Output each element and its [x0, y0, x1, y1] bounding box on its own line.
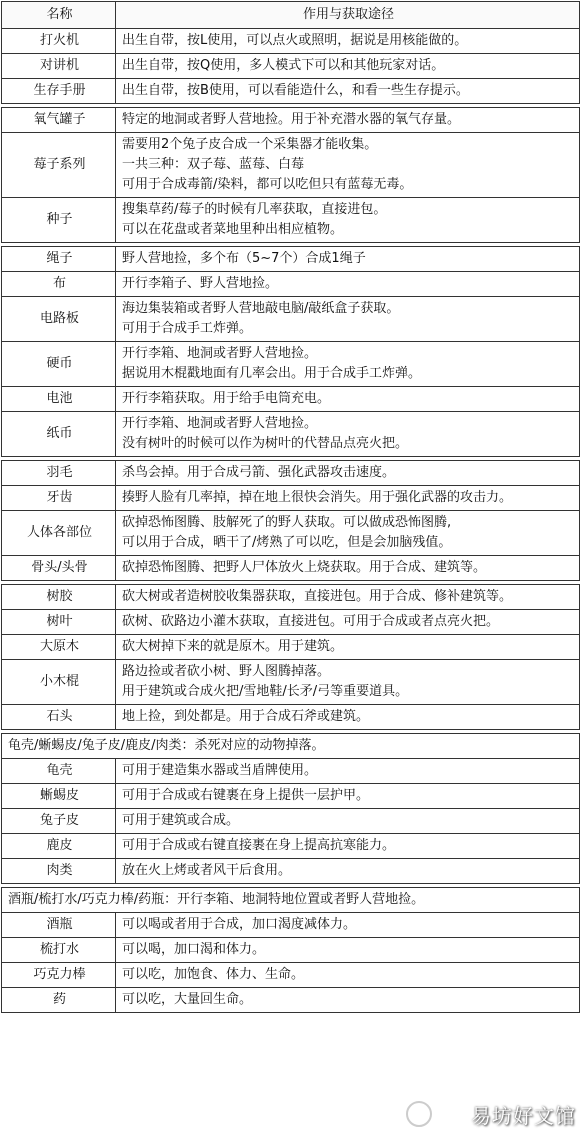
item-name: 绳子	[2, 247, 116, 272]
description-line: 杀鸟会掉。用于合成弓箭、强化武器攻击速度。	[122, 465, 396, 480]
description-line: 需要用2个兔子皮合成一个采集器才能收集。	[122, 137, 378, 152]
table-row	[2, 461, 580, 486]
item-description	[116, 247, 580, 272]
table-row	[2, 963, 580, 988]
item-table	[1, 1, 580, 1013]
item-description	[116, 585, 580, 610]
description-line: 开行李箱子、野人营地捡。	[122, 276, 279, 291]
item-description	[116, 486, 580, 511]
description-line: 出生自带，按L使用，可以点火或照明，据说是用核能做的。	[122, 33, 468, 48]
description-line: 可用于建筑或合成。	[122, 813, 240, 828]
table-row	[2, 705, 580, 730]
header-desc: 作用与获取途径	[116, 2, 580, 29]
table-row	[2, 387, 580, 412]
table-row	[2, 29, 580, 54]
table-row	[2, 108, 580, 133]
description-line: 路边捡或者砍小树、野人图腾掉落。	[122, 664, 331, 679]
description-line: 地上捡，到处都是。用于合成石斧或建筑。	[122, 709, 370, 724]
description-line: 一共三种：双子莓、蓝莓、白莓	[122, 157, 305, 172]
item-name: 电池	[2, 387, 116, 412]
description-line: 野人营地捡，多个布（5~7个）合成1绳子	[122, 251, 366, 266]
item-name: 大原木	[2, 635, 116, 660]
item-description	[116, 705, 580, 730]
description-line: 据说用木棍戳地面有几率会出。用于合成手工炸弹。	[122, 366, 422, 381]
item-name: 酒瓶	[2, 913, 116, 938]
description-line: 可用于建造集水器或当盾牌使用。	[122, 763, 318, 778]
table-row	[2, 784, 580, 809]
item-name: 牙齿	[2, 486, 116, 511]
item-name: 兔子皮	[2, 809, 116, 834]
header-name: 名称	[2, 2, 116, 29]
item-name: 肉类	[2, 859, 116, 884]
description-line: 特定的地洞或者野人营地捡。用于补充潜水器的氧气存量。	[122, 112, 461, 127]
table-row	[2, 486, 580, 511]
item-name: 小木棍	[2, 660, 116, 705]
item-description	[116, 809, 580, 834]
description-line: 可以吃，大量回生命。	[122, 992, 253, 1007]
table-row	[2, 54, 580, 79]
item-name: 布	[2, 272, 116, 297]
item-name: 骨头/头骨	[2, 556, 116, 581]
table-row	[2, 556, 580, 581]
item-description	[116, 511, 580, 556]
item-description	[116, 29, 580, 54]
description-line: 砍掉恐怖图腾、把野人尸体放火上烧获取。用于合成、建筑等。	[122, 560, 487, 575]
item-name: 纸币	[2, 412, 116, 457]
table-row	[2, 759, 580, 784]
description-line: 搜集草药/莓子的时候有几率获取，直接进包。	[122, 202, 387, 217]
item-description	[116, 108, 580, 133]
item-name: 蜥蜴皮	[2, 784, 116, 809]
description-line: 砍大树掉下来的就是原木。用于建筑。	[122, 639, 344, 654]
table-row	[2, 585, 580, 610]
item-description	[116, 272, 580, 297]
description-line: 没有树叶的时候可以作为树叶的代替品点亮火把。	[122, 436, 409, 451]
item-description	[116, 635, 580, 660]
item-description	[116, 387, 580, 412]
item-name: 生存手册	[2, 79, 116, 104]
description-line: 开行李箱、地洞或者野人营地捡。	[122, 416, 318, 431]
description-line: 出生自带，按B使用，可以看能造什么，和看一些生存提示。	[122, 83, 469, 98]
item-table-body	[2, 2, 580, 1013]
item-name: 石头	[2, 705, 116, 730]
table-row	[2, 272, 580, 297]
description-line: 可用于合成或右键直接裹在身上提高抗寒能力。	[122, 838, 396, 853]
table-row	[2, 859, 580, 884]
item-description	[116, 834, 580, 859]
item-name: 对讲机	[2, 54, 116, 79]
item-description	[116, 988, 580, 1013]
description-line: 可以用于合成，晒干了/烤熟了可以吃，但是会加脑残值。	[122, 535, 452, 550]
description-line: 可用于合成或右键裹在身上提供一层护甲。	[122, 788, 370, 803]
item-description	[116, 963, 580, 988]
item-description	[116, 610, 580, 635]
item-description	[116, 859, 580, 884]
table-row	[2, 297, 580, 342]
item-description	[116, 759, 580, 784]
item-description	[116, 556, 580, 581]
table-row	[2, 247, 580, 272]
item-description	[116, 297, 580, 342]
item-name: 羽毛	[2, 461, 116, 486]
item-description	[116, 342, 580, 387]
group-title: 酒瓶/梳打水/巧克力棒/药瓶：开行李箱、地洞特地位置或者野人营地捡。	[2, 888, 580, 913]
description-line: 海边集装箱或者野人营地敲电脑/敲纸盒子获取。	[122, 301, 400, 316]
item-name: 人体各部位	[2, 511, 116, 556]
item-name: 药	[2, 988, 116, 1013]
description-line: 放在火上烤或者风干后食用。	[122, 863, 292, 878]
item-description	[116, 412, 580, 457]
description-line: 开行李箱、地洞或者野人营地捡。	[122, 346, 318, 361]
description-line: 揍野人脸有几率掉，掉在地上很快会消失。用于强化武器的攻击力。	[122, 490, 513, 505]
item-name: 电路板	[2, 297, 116, 342]
item-name: 巧克力棒	[2, 963, 116, 988]
item-name: 硬币	[2, 342, 116, 387]
item-name: 龟壳	[2, 759, 116, 784]
table-row	[2, 79, 580, 104]
item-description	[116, 938, 580, 963]
table-row	[2, 834, 580, 859]
item-description	[116, 660, 580, 705]
description-line: 用于建筑或合成火把/雪地鞋/长矛/弓等重要道具。	[122, 684, 409, 699]
watermark-logo-icon	[406, 1101, 432, 1127]
item-description	[116, 54, 580, 79]
table-row	[2, 610, 580, 635]
item-description	[116, 784, 580, 809]
description-line: 可以吃，加饱食、体力、生命。	[122, 967, 305, 982]
table-row	[2, 913, 580, 938]
description-line: 出生自带，按Q使用，多人模式下可以和其他玩家对话。	[122, 58, 445, 73]
group-title-row	[2, 734, 580, 759]
item-name: 莓子系列	[2, 133, 116, 198]
item-description	[116, 913, 580, 938]
table-row	[2, 198, 580, 243]
description-line: 开行李箱获取。用于给手电筒充电。	[122, 391, 331, 406]
table-row	[2, 412, 580, 457]
table-row	[2, 511, 580, 556]
description-line: 砍大树或者造树胶收集器获取，直接进包。用于合成、修补建筑等。	[122, 589, 513, 604]
table-row	[2, 133, 580, 198]
table-row	[2, 635, 580, 660]
description-line: 砍掉恐怖图腾、肢解死了的野人获取。可以做成恐怖图腾,	[122, 515, 452, 530]
header-row	[2, 2, 580, 29]
item-name: 梳打水	[2, 938, 116, 963]
item-name: 鹿皮	[2, 834, 116, 859]
item-name: 打火机	[2, 29, 116, 54]
item-name: 树叶	[2, 610, 116, 635]
group-title-row	[2, 888, 580, 913]
table-row	[2, 938, 580, 963]
table-row	[2, 809, 580, 834]
item-description	[116, 461, 580, 486]
item-name: 氧气罐子	[2, 108, 116, 133]
description-line: 可以喝，加口渴和体力。	[122, 942, 266, 957]
description-line: 可以喝或者用于合成，加口渴度减体力。	[122, 917, 357, 932]
item-description	[116, 198, 580, 243]
table-row	[2, 660, 580, 705]
description-line: 可用于合成手工炸弹。	[122, 321, 253, 336]
description-line: 可以在花盘或者菜地里种出相应植物。	[122, 222, 344, 237]
item-name: 种子	[2, 198, 116, 243]
item-description	[116, 133, 580, 198]
description-line: 砍树、砍路边小灌木获取，直接进包。可用于合成或者点亮火把。	[122, 614, 500, 629]
group-title: 龟壳/蜥蜴皮/兔子皮/鹿皮/肉类：杀死对应的动物掉落。	[2, 734, 580, 759]
description-line: 可用于合成毒箭/染料，都可以吃但只有蓝莓无毒。	[122, 177, 413, 192]
item-description	[116, 79, 580, 104]
table-row	[2, 988, 580, 1013]
item-name: 树胶	[2, 585, 116, 610]
table-row	[2, 342, 580, 387]
watermark-text: 易坊好文馆	[471, 1104, 576, 1128]
